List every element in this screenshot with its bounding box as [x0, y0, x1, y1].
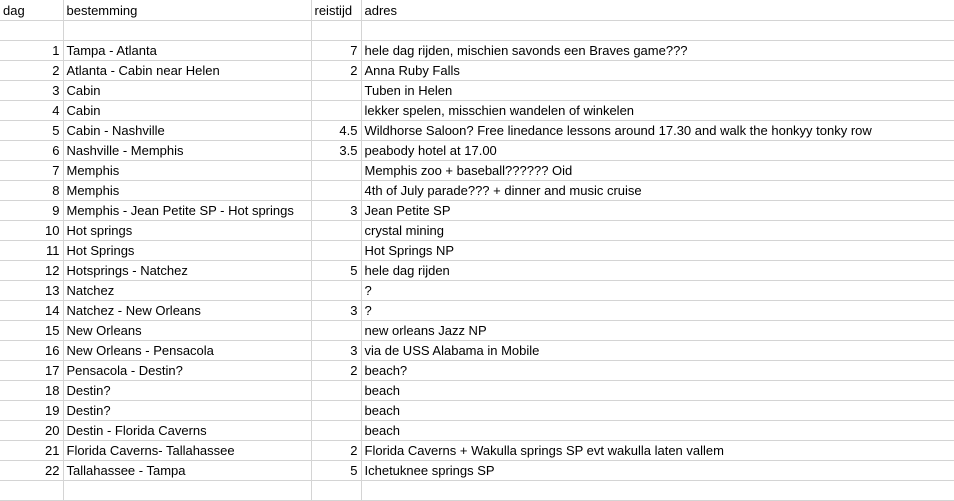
cell-adres[interactable]: hele dag rijden, mischien savonds een Braves game???	[361, 41, 954, 61]
cell-adres[interactable]: Memphis zoo + baseball?????? Oid	[361, 161, 954, 181]
cell-adres[interactable]: Jean Petite SP	[361, 201, 954, 221]
cell-bestemming[interactable]: Tampa - Atlanta	[63, 41, 311, 61]
header-row	[0, 0, 954, 21]
cell-bestemming[interactable]: Natchez	[63, 281, 311, 301]
cell-adres[interactable]: beach	[361, 401, 954, 421]
cell-dag[interactable]: 20	[0, 421, 63, 441]
cell-reistijd[interactable]	[311, 421, 361, 441]
empty-cell[interactable]	[311, 481, 361, 501]
cell-reistijd[interactable]: 2	[311, 361, 361, 381]
cell-dag[interactable]: 4	[0, 101, 63, 121]
cell-dag[interactable]: 3	[0, 81, 63, 101]
empty-cell[interactable]	[311, 21, 361, 41]
cell-adres[interactable]: Ichetuknee springs SP	[361, 461, 954, 481]
cell-dag[interactable]: 8	[0, 181, 63, 201]
table-row	[0, 61, 954, 81]
cell-reistijd[interactable]	[311, 281, 361, 301]
table-row	[0, 81, 954, 101]
cell-reistijd[interactable]	[311, 321, 361, 341]
cell-dag[interactable]: 7	[0, 161, 63, 181]
table-row	[0, 461, 954, 481]
table-row	[0, 421, 954, 441]
cell-reistijd[interactable]: 5	[311, 461, 361, 481]
empty-cell[interactable]	[361, 21, 954, 41]
table-row	[0, 381, 954, 401]
cell-reistijd[interactable]: 3	[311, 341, 361, 361]
cell-bestemming[interactable]: New Orleans - Pensacola	[63, 341, 311, 361]
cell-dag[interactable]: 12	[0, 261, 63, 281]
cell-bestemming[interactable]: Cabin - Nashville	[63, 121, 311, 141]
cell-dag[interactable]: 11	[0, 241, 63, 261]
cell-bestemming[interactable]: Nashville - Memphis	[63, 141, 311, 161]
cell-reistijd[interactable]	[311, 241, 361, 261]
cell-adres[interactable]: ?	[361, 301, 954, 321]
cell-dag[interactable]: 9	[0, 201, 63, 221]
table-row	[0, 441, 954, 461]
cell-adres[interactable]: 4th of July parade??? + dinner and music cruise	[361, 181, 954, 201]
table-row	[0, 221, 954, 241]
cell-dag[interactable]: 18	[0, 381, 63, 401]
cell-dag[interactable]: 2	[0, 61, 63, 81]
cell-bestemming[interactable]: Hot springs	[63, 221, 311, 241]
empty-cell[interactable]	[0, 481, 63, 501]
table-row	[0, 301, 954, 321]
cell-bestemming[interactable]: Destin?	[63, 381, 311, 401]
cell-reistijd[interactable]	[311, 181, 361, 201]
cell-bestemming[interactable]: Florida Caverns- Tallahassee	[63, 441, 311, 461]
table-row	[0, 121, 954, 141]
cell-bestemming[interactable]: Memphis - Jean Petite SP - Hot springs	[63, 201, 311, 221]
cell-bestemming[interactable]: New Orleans	[63, 321, 311, 341]
table-row	[0, 321, 954, 341]
cell-bestemming[interactable]: Pensacola - Destin?	[63, 361, 311, 381]
cell-reistijd[interactable]: 3.5	[311, 141, 361, 161]
empty-cell[interactable]	[63, 481, 311, 501]
empty-cell[interactable]	[63, 21, 311, 41]
cell-bestemming[interactable]: Memphis	[63, 161, 311, 181]
cell-bestemming[interactable]: Tallahassee - Tampa	[63, 461, 311, 481]
cell-bestemming[interactable]: Destin?	[63, 401, 311, 421]
table-row	[0, 341, 954, 361]
cell-adres[interactable]: beach	[361, 381, 954, 401]
cell-adres[interactable]: Tuben in Helen	[361, 81, 954, 101]
cell-reistijd[interactable]	[311, 81, 361, 101]
cell-dag[interactable]: 14	[0, 301, 63, 321]
empty-row	[0, 481, 954, 501]
cell-reistijd[interactable]: 2	[311, 61, 361, 81]
cell-adres[interactable]: lekker spelen, misschien wandelen of winkelen	[361, 101, 954, 121]
cell-dag[interactable]: 1	[0, 41, 63, 61]
cell-bestemming[interactable]: Hotsprings - Natchez	[63, 261, 311, 281]
cell-reistijd[interactable]: 4.5	[311, 121, 361, 141]
cell-bestemming[interactable]: Cabin	[63, 81, 311, 101]
table-row	[0, 141, 954, 161]
cell-adres[interactable]: via de USS Alabama in Mobile	[361, 341, 954, 361]
cell-reistijd[interactable]	[311, 381, 361, 401]
cell-bestemming[interactable]: Atlanta - Cabin near Helen	[63, 61, 311, 81]
cell-dag[interactable]: 22	[0, 461, 63, 481]
cell-dag[interactable]: 17	[0, 361, 63, 381]
header-cell-dag[interactable]: dag	[0, 0, 63, 21]
table-row	[0, 281, 954, 301]
cell-adres[interactable]: beach	[361, 421, 954, 441]
table-row	[0, 41, 954, 61]
cell-reistijd[interactable]	[311, 221, 361, 241]
cell-reistijd[interactable]	[311, 101, 361, 121]
cell-dag[interactable]: 21	[0, 441, 63, 461]
cell-dag[interactable]: 5	[0, 121, 63, 141]
cell-dag[interactable]: 6	[0, 141, 63, 161]
table-row	[0, 401, 954, 421]
cell-reistijd[interactable]	[311, 161, 361, 181]
cell-dag[interactable]: 19	[0, 401, 63, 421]
cell-bestemming[interactable]: Memphis	[63, 181, 311, 201]
cell-dag[interactable]: 16	[0, 341, 63, 361]
empty-row	[0, 21, 954, 41]
header-cell-bestemming[interactable]: bestemming	[63, 0, 311, 21]
table-row	[0, 361, 954, 381]
cell-reistijd[interactable]	[311, 401, 361, 421]
cell-reistijd[interactable]: 7	[311, 41, 361, 61]
cell-dag[interactable]: 13	[0, 281, 63, 301]
header-cell-reistijd[interactable]: reistijd	[311, 0, 361, 21]
cell-adres[interactable]: peabody hotel at 17.00	[361, 141, 954, 161]
cell-reistijd[interactable]: 5	[311, 261, 361, 281]
cell-adres[interactable]: hele dag rijden	[361, 261, 954, 281]
cell-bestemming[interactable]: Hot Springs	[63, 241, 311, 261]
cell-adres[interactable]: Florida Caverns + Wakulla springs SP evt wakulla laten vallem	[361, 441, 954, 461]
table-row	[0, 261, 954, 281]
table-row	[0, 241, 954, 261]
cell-reistijd[interactable]: 2	[311, 441, 361, 461]
cell-adres[interactable]: crystal mining	[361, 221, 954, 241]
table-row	[0, 201, 954, 221]
table-row	[0, 161, 954, 181]
header-cell-adres[interactable]: adres	[361, 0, 954, 21]
cell-bestemming[interactable]: Cabin	[63, 101, 311, 121]
cell-adres[interactable]: Wildhorse Saloon? Free linedance lessons around 17.30 and walk the honkyy tonky row	[361, 121, 954, 141]
table-row	[0, 101, 954, 121]
cell-reistijd[interactable]: 3	[311, 201, 361, 221]
table-row	[0, 181, 954, 201]
cell-adres[interactable]: Anna Ruby Falls	[361, 61, 954, 81]
cell-adres[interactable]: beach?	[361, 361, 954, 381]
cell-adres[interactable]: ?	[361, 281, 954, 301]
cell-bestemming[interactable]: Natchez - New Orleans	[63, 301, 311, 321]
cell-dag[interactable]: 10	[0, 221, 63, 241]
cell-bestemming[interactable]: Destin - Florida Caverns	[63, 421, 311, 441]
cell-adres[interactable]: new orleans Jazz NP	[361, 321, 954, 341]
cell-dag[interactable]: 15	[0, 321, 63, 341]
empty-cell[interactable]	[0, 21, 63, 41]
cell-reistijd[interactable]: 3	[311, 301, 361, 321]
cell-adres[interactable]: Hot Springs NP	[361, 241, 954, 261]
empty-cell[interactable]	[361, 481, 954, 501]
